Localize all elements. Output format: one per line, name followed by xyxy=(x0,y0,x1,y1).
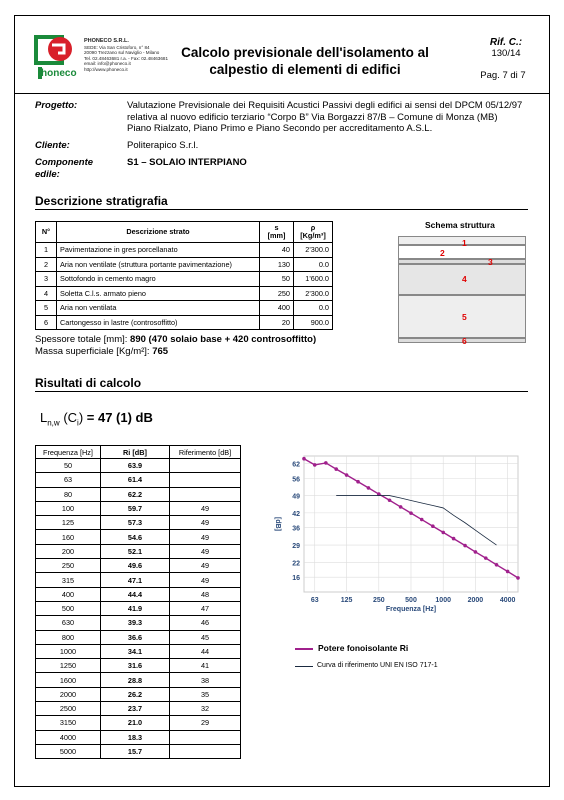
cell-f: 1600 xyxy=(36,673,101,687)
strato-desc: Soletta C.l.s. armato pieno xyxy=(57,286,260,301)
risultati-table xyxy=(35,445,241,759)
rif-value: 130/14 xyxy=(491,48,521,59)
ri-data-point xyxy=(409,511,413,515)
cell-ri: 63.9 xyxy=(101,459,170,473)
risultati-heading: Risultati di calcolo xyxy=(35,376,142,390)
cell-ref xyxy=(170,473,241,487)
cell-ri: 49.6 xyxy=(101,559,170,573)
strato-desc: Pavimentazione in gres porcellanato xyxy=(57,243,260,258)
freq-row xyxy=(36,673,241,687)
strato-desc: Aria non ventilata xyxy=(57,301,260,316)
ri-data-point xyxy=(431,524,435,528)
x-tick-label: 1000 xyxy=(435,597,451,604)
freq-row xyxy=(36,702,241,716)
freq-row xyxy=(36,616,241,630)
strato-row xyxy=(36,315,333,330)
cliente-label: Cliente: xyxy=(35,140,70,151)
cell-ri: 41.9 xyxy=(101,601,170,615)
section-divider xyxy=(35,209,528,210)
schema-label-2: 2 xyxy=(440,248,445,258)
ri-data-point xyxy=(324,461,328,465)
strato-n: 4 xyxy=(36,286,57,301)
cell-ri: 52.1 xyxy=(101,544,170,558)
y-tick-label: 16 xyxy=(292,575,300,583)
cell-ri: 62.2 xyxy=(101,487,170,501)
cell-ref: 44 xyxy=(170,644,241,658)
ri-data-point xyxy=(334,467,338,471)
ri-chart xyxy=(268,448,530,620)
freq-row xyxy=(36,544,241,558)
cell-ref: 41 xyxy=(170,659,241,673)
cell-ref: 35 xyxy=(170,687,241,701)
freq-row xyxy=(36,744,241,758)
massa-superficiale: Massa superficiale [Kg/m²]: 765 xyxy=(35,346,169,357)
company-line: http://www.phoneco.it xyxy=(84,66,128,72)
cell-f: 2000 xyxy=(36,687,101,701)
document-title xyxy=(180,44,430,78)
ri-data-point xyxy=(495,563,499,567)
cell-ri: 59.7 xyxy=(101,501,170,515)
cell-ri: 54.6 xyxy=(101,530,170,544)
cell-f: 800 xyxy=(36,630,101,644)
strato-n: 3 xyxy=(36,272,57,287)
ri-data-point xyxy=(452,537,456,541)
cell-ri: 21.0 xyxy=(101,716,170,730)
y-axis-label: [dB] xyxy=(274,517,281,531)
progetto-line: Piano Rialzato, Piano Primo e Piano Secondo per accreditamento A.S.L. xyxy=(127,123,433,134)
strato-rho: 2'300.0 xyxy=(294,243,333,258)
strato-desc: Aria non ventilate (struttura portante pavimentazione) xyxy=(57,257,260,272)
legend-ri: Potere fonoisolante Ri xyxy=(318,643,409,653)
cell-f: 125 xyxy=(36,516,101,530)
progetto-line: Valutazione Previsionale dei Requisiti Acustici Passivi degli edifici ai sensi del DPCM 05/12/97 xyxy=(127,100,523,111)
progetto-label: Progetto: xyxy=(35,100,78,111)
cell-ri: 57.3 xyxy=(101,516,170,530)
ri-data-point xyxy=(463,544,467,548)
freq-row xyxy=(36,487,241,501)
ri-data-point xyxy=(420,518,424,522)
strato-n: 5 xyxy=(36,301,57,316)
page-number: Pag. 7 di 7 xyxy=(480,70,526,81)
cell-ri: 15.7 xyxy=(101,744,170,758)
cell-ri: 18.3 xyxy=(101,730,170,744)
company-line: Tel. 02.48463681 r.a. - Fax: 02.48463681 xyxy=(84,55,169,61)
x-tick-label: 500 xyxy=(405,597,417,604)
strato-rho: 900.0 xyxy=(294,315,333,330)
cell-ri: 26.2 xyxy=(101,687,170,701)
cell-ri: 36.6 xyxy=(101,630,170,644)
cell-ri: 39.3 xyxy=(101,616,170,630)
strato-rho: 0.0 xyxy=(294,301,333,316)
strato-row xyxy=(36,257,333,272)
section-divider xyxy=(35,391,528,392)
col-riferimento: Riferimento [dB] xyxy=(170,446,241,459)
cell-f: 160 xyxy=(36,530,101,544)
title-line: Calcolo previsionale dell'isolamento al xyxy=(181,45,429,60)
company-name: PHONECO S.R.L. xyxy=(84,38,129,44)
cell-f: 315 xyxy=(36,573,101,587)
freq-row xyxy=(36,659,241,673)
col-n: N° xyxy=(36,222,57,243)
cell-ref: 49 xyxy=(170,573,241,587)
ri-data-point xyxy=(484,556,488,560)
col-frequenza: Frequenza [Hz] xyxy=(36,446,101,459)
strato-rho: 0.0 xyxy=(294,257,333,272)
cliente-value: Politerapico S.r.l. xyxy=(127,140,199,151)
cell-ri: 31.6 xyxy=(101,659,170,673)
freq-row xyxy=(36,601,241,615)
cell-ref xyxy=(170,744,241,758)
cell-ref xyxy=(170,459,241,473)
progetto-value xyxy=(127,100,537,135)
lnw-result: $L_{n,w}$ $(C_i) = 47$ (1) dB xyxy=(40,410,153,428)
stratigrafia-heading: Descrizione stratigrafia xyxy=(35,194,168,208)
reference-block xyxy=(474,37,538,59)
cell-ref: 46 xyxy=(170,616,241,630)
cell-ri: 34.1 xyxy=(101,644,170,658)
cell-f: 2500 xyxy=(36,702,101,716)
cell-ri: 28.8 xyxy=(101,673,170,687)
cell-ref: 29 xyxy=(170,716,241,730)
strato-row xyxy=(36,243,333,258)
strato-s: 40 xyxy=(260,243,294,258)
cell-ref: 49 xyxy=(170,516,241,530)
legend-swatch-ri xyxy=(295,648,313,650)
cell-ref: 49 xyxy=(170,544,241,558)
cell-ref: 45 xyxy=(170,630,241,644)
y-tick-label: 42 xyxy=(292,510,300,518)
strato-s: 400 xyxy=(260,301,294,316)
freq-row xyxy=(36,644,241,658)
cell-ri: 23.7 xyxy=(101,702,170,716)
cell-f: 1000 xyxy=(36,644,101,658)
totals xyxy=(35,334,316,358)
schema-label-5: 5 xyxy=(462,312,467,322)
x-tick-label: 2000 xyxy=(467,597,484,604)
y-tick-label: 62 xyxy=(292,461,300,469)
company-line: SEDE: Via San Cristoforo, n° 84 xyxy=(84,45,150,50)
cell-f: 50 xyxy=(36,459,101,473)
componente-value: S1 – SOLAIO INTERPIANO xyxy=(127,157,247,168)
strato-s: 20 xyxy=(260,315,294,330)
cell-f: 100 xyxy=(36,501,101,515)
ri-data-point xyxy=(367,486,371,490)
cell-ref: 49 xyxy=(170,530,241,544)
freq-row xyxy=(36,573,241,587)
freq-row xyxy=(36,516,241,530)
x-tick-label: 125 xyxy=(340,597,353,604)
company-address xyxy=(84,38,168,72)
legend-ref: Curva di riferimento UNI EN ISO 717-1 xyxy=(317,662,438,669)
strato-n: 1 xyxy=(36,243,57,258)
logo-wordmark: honeco xyxy=(41,68,77,79)
ri-data-point xyxy=(474,550,478,554)
freq-row xyxy=(36,716,241,730)
ri-data-point xyxy=(388,498,392,502)
cell-f: 5000 xyxy=(36,744,101,758)
y-tick-label: 29 xyxy=(292,543,300,551)
strato-desc: Cartongesso in lastre (controsoffitto) xyxy=(57,315,260,330)
ri-data-point xyxy=(345,473,349,477)
lnw-value: = 47 (1) dB xyxy=(86,410,153,425)
x-tick-label: 250 xyxy=(372,597,385,604)
ri-data-point xyxy=(441,531,445,535)
freq-row xyxy=(36,530,241,544)
schema-title: Schema struttura xyxy=(425,220,495,230)
cell-ref: 49 xyxy=(170,501,241,515)
phoneco-logo xyxy=(34,35,82,81)
strato-row xyxy=(36,286,333,301)
ri-data-point xyxy=(516,576,520,580)
x-tick-label: 63 xyxy=(310,597,319,604)
strato-row xyxy=(36,301,333,316)
cell-f: 3150 xyxy=(36,716,101,730)
schema-label-4: 4 xyxy=(462,274,467,284)
strato-rho: 2'300.0 xyxy=(294,286,333,301)
title-line: calpestio di elementi di edifici xyxy=(209,62,401,77)
y-tick-label: 56 xyxy=(292,476,300,484)
schema-label-1: 1 xyxy=(462,238,467,248)
cell-f: 4000 xyxy=(36,730,101,744)
x-tick-label: 4000 xyxy=(499,597,516,604)
strato-s: 50 xyxy=(260,272,294,287)
cell-ref: 32 xyxy=(170,702,241,716)
strato-n: 2 xyxy=(36,257,57,272)
cell-f: 200 xyxy=(36,544,101,558)
col-rho: ρ [Kg/m³] xyxy=(294,222,333,243)
strato-row xyxy=(36,272,333,287)
cell-ref: 48 xyxy=(170,587,241,601)
ri-data-point xyxy=(313,463,317,467)
x-axis-label: Frequenza [Hz] xyxy=(385,606,437,613)
ri-data-point xyxy=(302,457,306,461)
ri-data-point xyxy=(399,505,403,509)
ri-data-point xyxy=(506,570,510,574)
header-divider xyxy=(14,93,550,94)
y-tick-label: 22 xyxy=(292,560,300,568)
rif-label: Rif. C.: xyxy=(489,37,523,48)
y-tick-label: 36 xyxy=(292,525,300,533)
strato-n: 6 xyxy=(36,315,57,330)
freq-row xyxy=(36,473,241,487)
y-tick-label: 49 xyxy=(292,493,300,501)
cell-ref: 38 xyxy=(170,673,241,687)
strato-desc: Sottofondo in cemento magro xyxy=(57,272,260,287)
cell-f: 1250 xyxy=(36,659,101,673)
freq-row xyxy=(36,501,241,515)
strato-rho: 1'600.0 xyxy=(294,272,333,287)
freq-row xyxy=(36,730,241,744)
freq-row xyxy=(36,630,241,644)
cell-ri: 44.4 xyxy=(101,587,170,601)
componente-label: Componente edile: xyxy=(35,157,94,180)
cell-ref xyxy=(170,487,241,501)
schema-label-3: 3 xyxy=(488,257,493,267)
cell-f: 400 xyxy=(36,587,101,601)
stratigrafia-table xyxy=(35,221,333,330)
cell-ri: 61.4 xyxy=(101,473,170,487)
schema-label-6: 6 xyxy=(462,336,467,346)
legend-swatch-ref xyxy=(295,666,313,667)
freq-row xyxy=(36,559,241,573)
strato-s: 130 xyxy=(260,257,294,272)
ri-data-point xyxy=(356,480,360,484)
company-line: 20090 Trezzano sul Naviglio - Milano xyxy=(84,50,160,56)
cell-ref: 47 xyxy=(170,601,241,615)
freq-row xyxy=(36,687,241,701)
spessore-totale: Spessore totale [mm]: 890 (470 solaio base + 420 controsoffitto) xyxy=(35,334,317,345)
freq-row xyxy=(36,587,241,601)
col-ri: Ri [dB] xyxy=(101,446,170,459)
cell-f: 63 xyxy=(36,473,101,487)
col-s: s [mm] xyxy=(260,222,294,243)
cell-ref: 49 xyxy=(170,559,241,573)
cell-ref xyxy=(170,730,241,744)
cell-f: 250 xyxy=(36,559,101,573)
col-desc: Descrizione strato xyxy=(57,222,260,243)
progetto-line: relativa al nuovo edificio terziario “Corpo B” Via Borgazzi 87/B – Comune di Monza (MB) xyxy=(127,111,498,123)
cell-f: 80 xyxy=(36,487,101,501)
cell-f: 630 xyxy=(36,616,101,630)
freq-row xyxy=(36,459,241,473)
strato-s: 250 xyxy=(260,286,294,301)
cell-ri: 47.1 xyxy=(101,573,170,587)
company-line: email: info@phoneco.it xyxy=(84,61,131,67)
cell-f: 500 xyxy=(36,601,101,615)
